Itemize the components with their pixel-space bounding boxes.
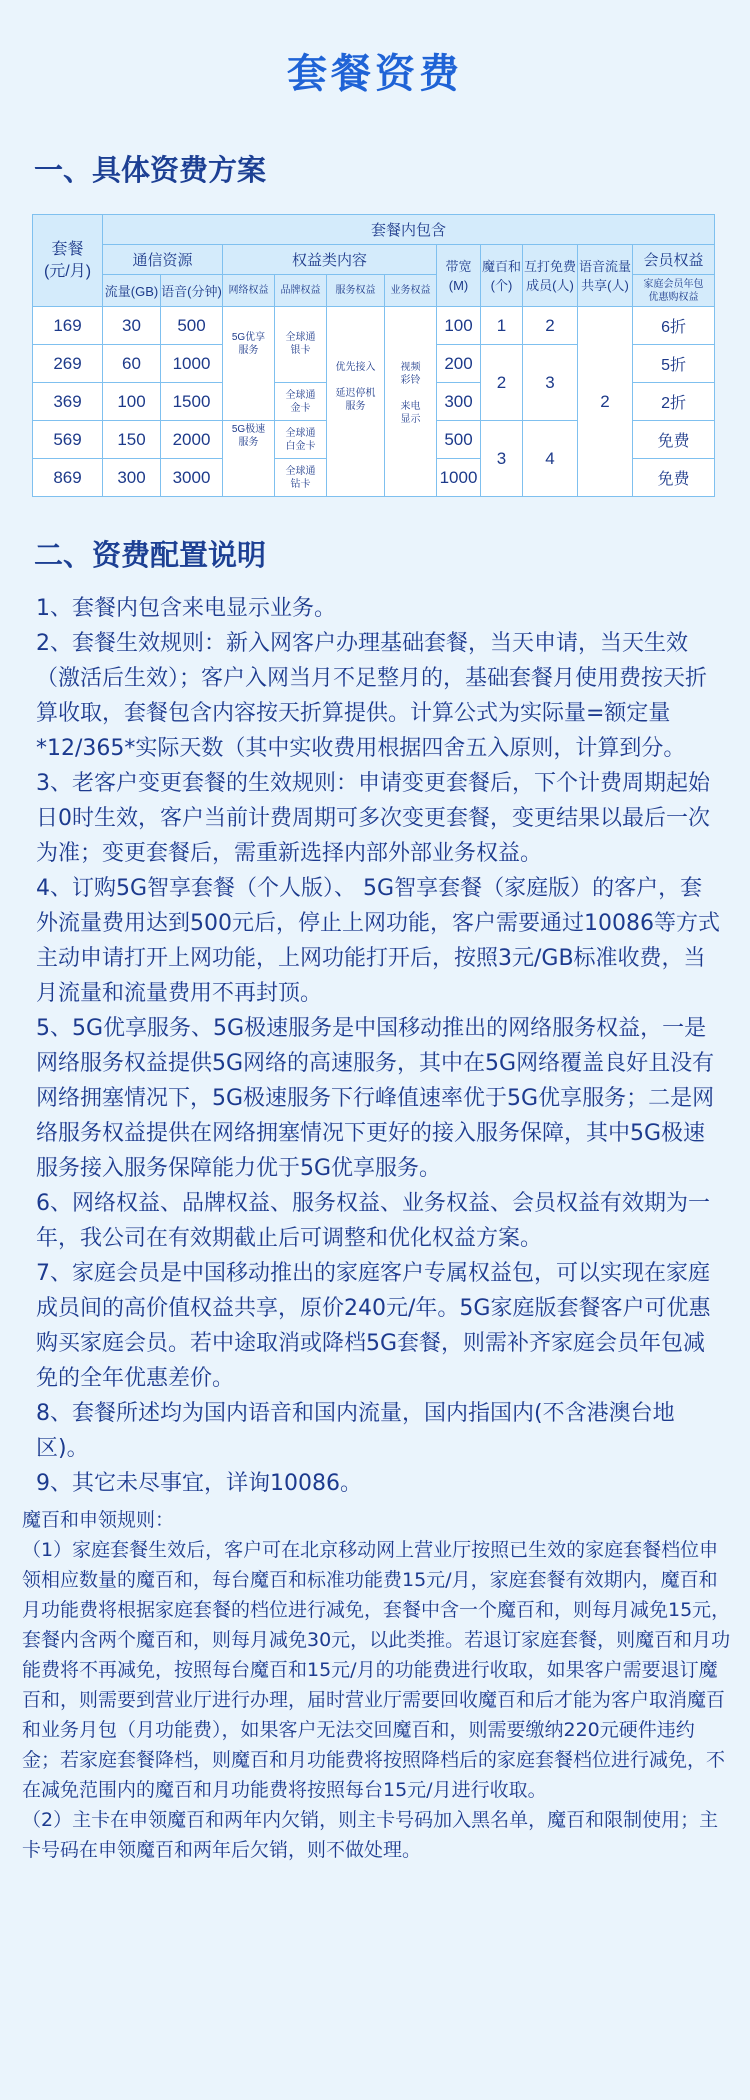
cell-vip: 2折 <box>633 383 715 421</box>
rules-item: （2）主卡在申领魔百和两年内欠销，则主卡号码加入黑名单，魔百和限制使用；主卡号码在申领魔百和两年后欠销，则不做处理。 <box>22 1809 719 1861</box>
cell-mobao: 1 <box>481 307 523 345</box>
term-item: 9、其它未尽事宜，详询10086。 <box>36 1471 362 1496</box>
header-flow: 流量(GB) <box>103 275 161 307</box>
header-vip-sub: 家庭会员年包 优惠购权益 <box>633 275 715 307</box>
cell-bandwidth: 200 <box>437 345 481 383</box>
cell-flow: 30 <box>103 307 161 345</box>
header-comm: 通信资源 <box>103 245 223 275</box>
header-bandwidth: 带宽 (M) <box>437 245 481 307</box>
cell-vip: 免费 <box>633 459 715 497</box>
cell-flow: 60 <box>103 345 161 383</box>
terms-list <box>36 591 724 1501</box>
cell-flow: 150 <box>103 421 161 459</box>
cell-voice: 1000 <box>161 345 223 383</box>
cell-flow: 100 <box>103 383 161 421</box>
cell-net-5g-max: 5G极速 服务 <box>223 421 275 497</box>
cell-voice: 500 <box>161 307 223 345</box>
header-net-rights: 网络权益 <box>223 275 275 307</box>
header-included: 套餐内包含 <box>103 215 715 245</box>
header-brand-rights: 品牌权益 <box>275 275 327 307</box>
cell-voice: 2000 <box>161 421 223 459</box>
cell-members: 2 <box>523 307 578 345</box>
cell-bandwidth: 1000 <box>437 459 481 497</box>
rules-item: （1）家庭套餐生效后，客户可在北京移动网上营业厅按照已生效的家庭套餐档位申领相应数量的魔百和，每台魔百和标准功能费15元/月，家庭套餐有效期内，魔百和月功能费将根据家庭套餐的档位进行减免，套餐中含一个魔百和，则每月减免15元，套餐内含两个魔百和，则每月减免30元，以此类推。若退订家庭套餐，则魔百和月功能费将不再减免，按照每台魔百和15元/月的功能费进行收取，如果客户需要退订魔百和，则需要到营业厅进行办理，届时营业厅需要回收魔百和后才能为客户取消魔百和业务月包（月功能费），如果客户无法交回魔百和，则需要缴纳220元硬件违约金；若家庭套餐降档，则魔百和月功能费将按照降档后的家庭套餐档位进行减免，不在减免范围内的魔百和月功能费将按照每台15元/月进行收取。 <box>22 1539 731 1801</box>
cell-voice: 1500 <box>161 383 223 421</box>
cell-price: 869 <box>33 459 103 497</box>
cell-price: 169 <box>33 307 103 345</box>
cell-mobao: 3 <box>481 421 523 497</box>
term-item: 2、套餐生效规则：新入网客户办理基础套餐，当天申请，当天生效（激活后生效）；客户入网当月不足整月的，基础套餐月使用费按天折算收取，套餐包含内容按天折算提供。计算公式为实际量=额定量*12/365*实际天数（其中实收费用根据四舍五入原则，计算到分。 <box>36 631 708 761</box>
fee-table <box>32 214 715 497</box>
header-mobao: 魔百和 (个) <box>481 245 523 307</box>
cell-members: 4 <box>523 421 578 497</box>
header-share: 语音流量 共享(人) <box>578 245 633 307</box>
term-item: 6、网络权益、品牌权益、服务权益、业务权益、会员权益有效期为一年，我公司在有效期截止后可调整和优化权益方案。 <box>36 1191 710 1251</box>
header-members: 互打免费 成员(人) <box>523 245 578 307</box>
header-service-rights: 服务权益 <box>327 275 385 307</box>
cell-vip: 免费 <box>633 421 715 459</box>
cell-brand: 全球通 银卡 <box>275 307 327 383</box>
cell-brand: 全球通 钻卡 <box>275 459 327 497</box>
term-item: 1、套餐内包含来电显示业务。 <box>36 596 336 621</box>
cell-voice: 3000 <box>161 459 223 497</box>
section-title-plans: 一、具体资费方案 <box>34 153 267 187</box>
cell-bandwidth: 500 <box>437 421 481 459</box>
term-item: 4、订购5G智享套餐（个人版）、 5G智享套餐（家庭版）的客户，套外流量费用达到500元后，停止上网功能，客户需要通过10086等方式主动申请打开上网功能，上网功能打开后，按照3元/GB标准收费，当月流量和流量费用不再封顶。 <box>36 876 720 1006</box>
term-item: 7、家庭会员是中国移动推出的家庭客户专属权益包，可以实现在家庭成员间的高价值权益共享，原价240元/年。5G家庭版套餐客户可优惠购买家庭会员。若中途取消或降档5G套餐，则需补齐家庭会员年包减免的全年优惠差价。 <box>36 1261 711 1391</box>
term-item: 8、套餐所述均为国内语音和国内流量，国内指国内(不含港澳台地区)。 <box>36 1401 675 1461</box>
mobao-rules <box>22 1505 732 1865</box>
cell-vip: 5折 <box>633 345 715 383</box>
term-item: 3、老客户变更套餐的生效规则：申请变更套餐后，下个计费周期起始日0时生效，客户当前计费周期可多次变更套餐，变更结果以最后一次为准；变更套餐后，需重新选择内部外部业务权益。 <box>36 771 710 866</box>
header-vip: 会员权益 <box>633 245 715 275</box>
table-row <box>33 307 715 345</box>
rules-heading: 魔百和申领规则： <box>22 1509 175 1531</box>
section-title-config: 二、资费配置说明 <box>34 538 267 572</box>
term-item: 5、5G优享服务、5G极速服务是中国移动推出的网络服务权益，一是网络服务权益提供5G网络的高速服务，其中在5G网络覆盖良好且没有网络拥塞情况下，5G极速服务下行峰值速率优于5G优享服务；二是网络服务权益提供在网络拥塞情况下更好的接入服务保障，其中5G极速服务接入服务保障能力优于5G优享服务。 <box>36 1016 715 1181</box>
cell-price: 369 <box>33 383 103 421</box>
cell-net-5g-plus: 5G优享 服务 <box>223 307 275 421</box>
cell-flow: 300 <box>103 459 161 497</box>
header-voice: 语音(分钟) <box>161 275 223 307</box>
cell-brand: 全球通 白金卡 <box>275 421 327 459</box>
cell-brand: 全球通 金卡 <box>275 383 327 421</box>
header-plan: 套餐 (元/月) <box>33 215 103 307</box>
cell-service: 优先接入 延迟停机 服务 <box>327 307 385 497</box>
header-biz-rights: 业务权益 <box>385 275 437 307</box>
cell-share: 2 <box>578 307 633 497</box>
cell-bandwidth: 300 <box>437 383 481 421</box>
cell-vip: 6折 <box>633 307 715 345</box>
cell-price: 269 <box>33 345 103 383</box>
cell-bandwidth: 100 <box>437 307 481 345</box>
page-title: 套餐资费 <box>287 51 463 97</box>
cell-mobao: 2 <box>481 345 523 421</box>
cell-members: 3 <box>523 345 578 421</box>
header-rights: 权益类内容 <box>223 245 437 275</box>
cell-biz: 视频 彩铃 来电 显示 <box>385 307 437 497</box>
cell-price: 569 <box>33 421 103 459</box>
